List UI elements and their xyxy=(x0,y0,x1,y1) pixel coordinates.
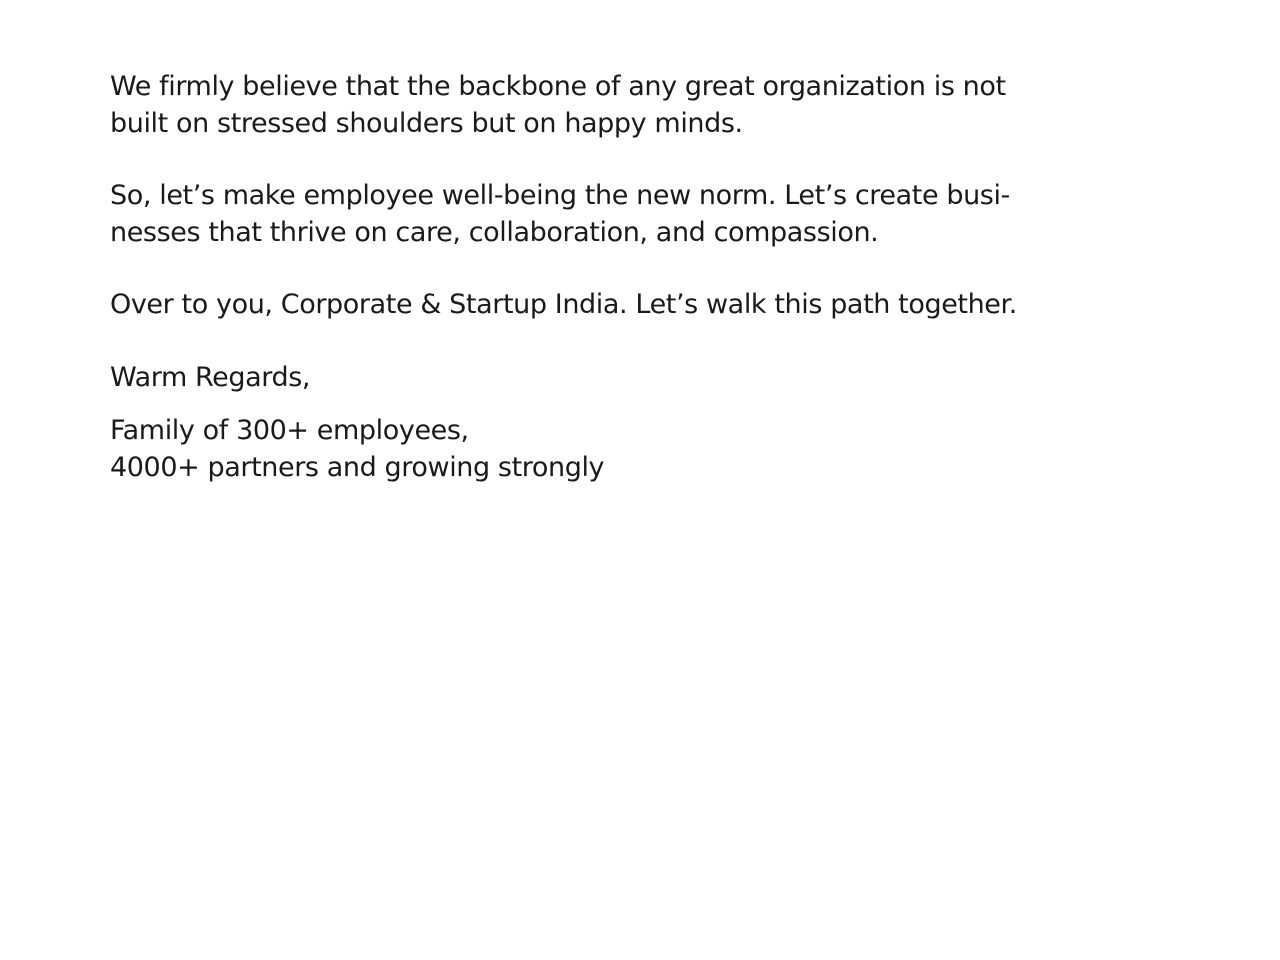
closing-salutation xyxy=(110,359,1200,396)
paragraph-line: We firmly believe that the backbone of any great organization is not xyxy=(110,71,1006,102)
closing-line: Warm Regards, xyxy=(110,362,311,393)
signature-line: Family of 300+ employees, xyxy=(110,415,469,446)
paragraph-line: nesses that thrive on care, collaboration, and compassion. xyxy=(110,217,879,248)
signature-block xyxy=(110,412,1200,486)
paragraph-spacer xyxy=(110,323,1200,359)
paragraph-line: Over to you, Corporate & Startup India. Let’s walk this path together. xyxy=(110,289,1017,320)
letter-body xyxy=(110,68,1200,486)
paragraph-backbone xyxy=(110,68,1200,142)
paragraph-line: built on stressed shoulders but on happy minds. xyxy=(110,108,743,139)
paragraph-well-being xyxy=(110,177,1200,251)
paragraph-spacer xyxy=(110,142,1200,177)
paragraph-spacer xyxy=(110,396,1200,412)
paragraph-line: So, let’s make employee well-being the new norm. Let’s create busi- xyxy=(110,180,1010,211)
signature-line: 4000+ partners and growing strongly xyxy=(110,452,605,483)
paragraph-spacer xyxy=(110,251,1200,286)
paragraph-call-to-action xyxy=(110,286,1200,323)
